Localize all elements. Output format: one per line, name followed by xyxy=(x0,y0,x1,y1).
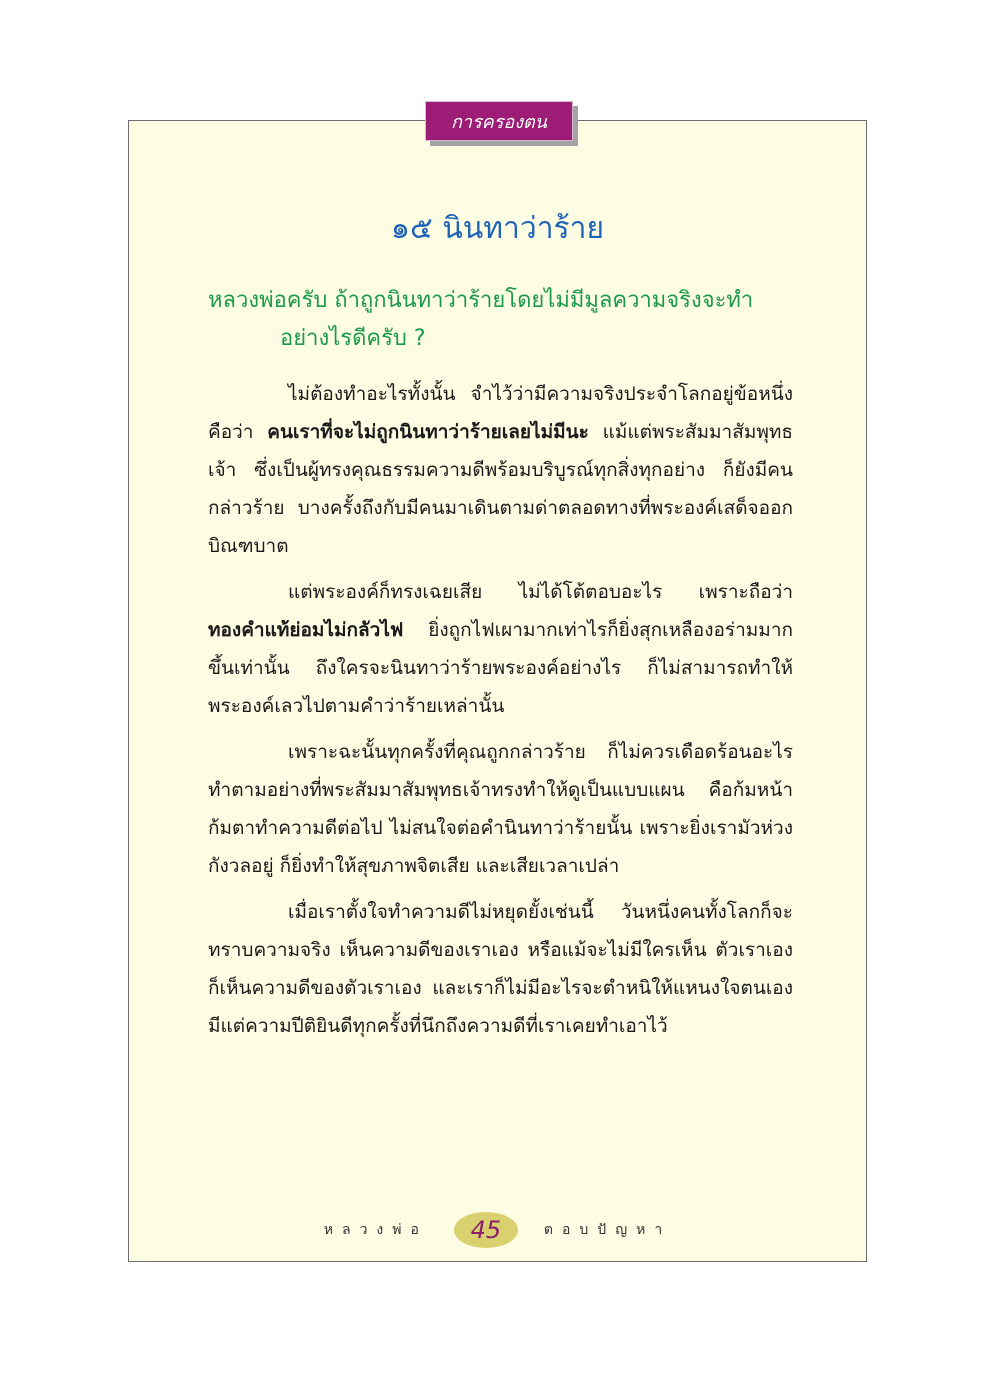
paragraph-4 xyxy=(208,893,793,1045)
paragraph-3 xyxy=(208,733,793,885)
paragraph-text: ยิ่งถูกไฟเผามากเท่าไรก็ยิ่งสุกเหลืองอร่ามมากขึ้นเท่านั้น ถึงใครจะนินทาว่าร้ายพระองค์อย่างไร ก็ไม่สามารถทำให้พระองค์เลวไปตามคำว่าร้ายเหล่านั้น xyxy=(208,619,793,717)
emphasis-text: ทองคำแท้ย่อมไม่กลัวไฟ xyxy=(208,619,404,641)
question xyxy=(208,282,798,358)
paragraph-text: แต่พระองค์ก็ทรงเฉยเสีย ไม่ได้โต้ตอบอะไร เพราะถือว่า xyxy=(288,581,793,603)
emphasis-text: คนเราที่จะไม่ถูกนินทาว่าร้ายเลยไม่มีนะ xyxy=(267,421,589,443)
paragraph-text: เพราะฉะนั้นทุกครั้งที่คุณถูกกล่าวร้าย ก็ไม่ควรเดือดร้อนอะไร ทำตามอย่างที่พระสัมมาสัมพุทธเจ้าทรงทำให้ดูเป็นแบบแผน คือก้มหน้าก้มตาทำความดีต่อไป ไม่สนใจต่อคำนินทาว่าร้ายนั้น เพราะยิ่งเรามัวห่วงกังวลอยู่ ก็ยิ่งทำให้สุขภาพจิตเสีย และเสียเวลาเปล่า xyxy=(208,741,793,877)
paragraph-1 xyxy=(208,375,793,565)
question-line-1: หลวงพ่อครับ ถ้าถูกนินทาว่าร้ายโดยไม่มีมูลความจริงจะทำ xyxy=(208,288,754,313)
answer-body xyxy=(208,375,793,1053)
question-line-2: อย่างไรดีครับ ? xyxy=(280,326,426,351)
paragraph-text: เมื่อเราตั้งใจทำความดีไม่หยุดยั้งเช่นนี้ วันหนึ่งคนทั้งโลกก็จะทราบความจริง เห็นความดีของเราเอง หรือแม้จะไม่มีใครเห็น ตัวเราเองก็เห็นความดีของตัวเราเอง และเราก็ไม่มีอะไรจะตำหนิให้แหนงใจตนเอง มีแต่ความปีติยินดีทุกครั้งที่นึกถึงความดีที่เราเคยทำเอาไว้ xyxy=(208,901,793,1037)
chapter-title: ๑๕ นินทาว่าร้าย xyxy=(390,211,605,246)
page-footer xyxy=(128,1212,867,1248)
paragraph-text: แม้แต่พระสัมมาสัมพุทธเจ้า ซึ่งเป็นผู้ทรงคุณธรรมความดีพร้อมบริบูรณ์ทุกสิ่งทุกอย่าง ก็ยังมีคนกล่าวร้าย บางครั้งถึงกับมีคนมาเดินตามด่าตลอดทางที่พระองค์เสด็จออกบิณฑบาต xyxy=(208,421,793,557)
paragraph-2 xyxy=(208,573,793,725)
paragraph-text: ไม่ต้องทำอะไรทั้งนั้น จำไว้ว่ามีความจริงประจำโลกอยู่ข้อหนึ่ง คือว่า xyxy=(208,383,793,443)
section-label: การครองตน xyxy=(451,111,547,133)
section-tab xyxy=(425,101,573,141)
page-number: 45 xyxy=(470,1216,502,1244)
page-number-badge xyxy=(454,1212,518,1248)
footer-right-text: ตอบปัญหา xyxy=(543,1222,672,1238)
footer-left-text: หลวงพ่อ xyxy=(323,1222,428,1238)
